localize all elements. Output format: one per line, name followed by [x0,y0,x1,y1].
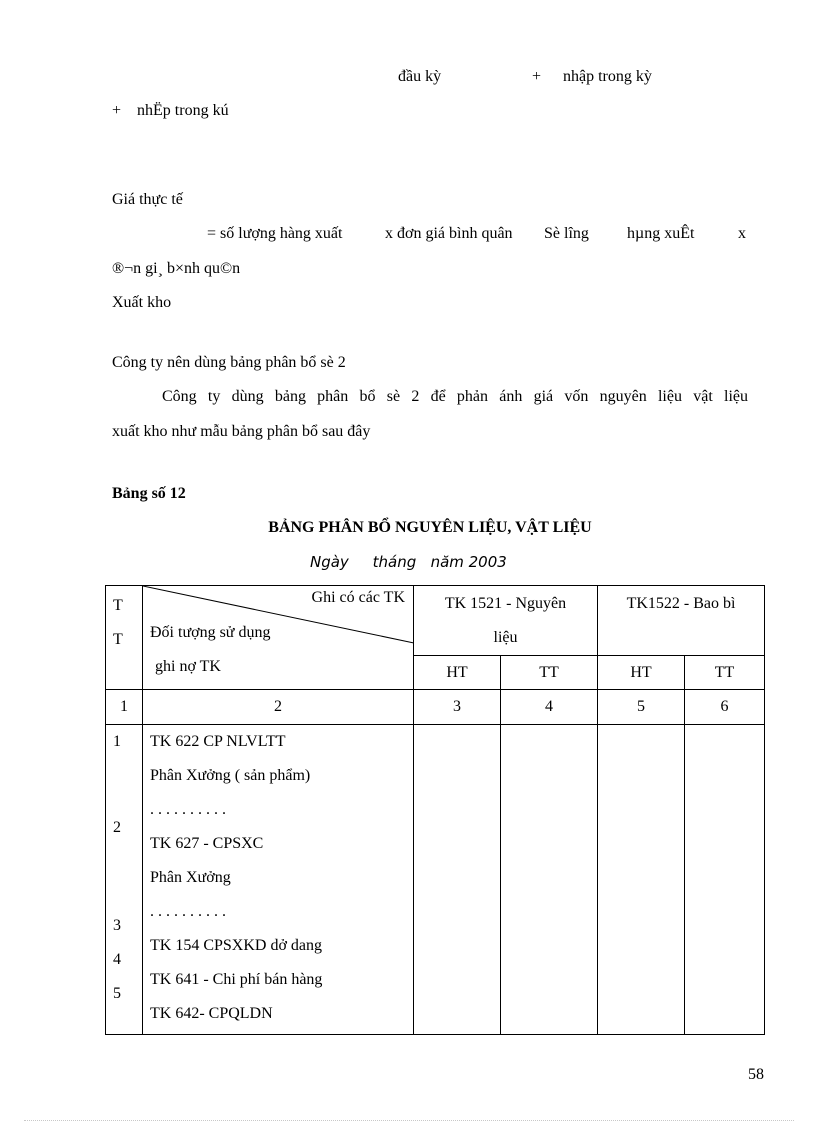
value-cell [501,725,598,1035]
header-tk1522-label: TK1522 - Bao bì [626,595,736,612]
subheader-tt-1522: TT [685,656,765,690]
index-col-3: 3 [414,690,501,725]
row-number: 2 [113,819,121,836]
row-number [113,847,142,881]
index-col-4: 4 [501,690,598,725]
stt-header-bottom: T [113,631,123,648]
formula-eq-quantity: = số lượng hàng xuất [207,225,343,242]
header-tk1522 [598,586,765,656]
stt-header [106,586,143,690]
row-item: TK 642- CPQLDN [150,1005,273,1022]
row-number [113,793,142,813]
row-item: TK 641 - Chi phí bán hàng [150,971,323,988]
row-number: 4 [113,951,121,968]
formula-plus-sign: + [532,68,542,85]
page-footer-divider [24,1120,794,1121]
row-item-ellipsis: . . . . . . . . . . [150,801,226,818]
row-item: TK 622 CP NLVLTT [150,733,286,750]
formula-eq-garbled-2: hµng xuÊt [627,225,695,242]
formula-garbled-line: + nhËp trong kú [112,102,229,119]
row-item: TK 154 CPSXKD dở dang [150,937,323,954]
row-item: TK 627 - CPSXC [150,835,264,852]
paragraph-usage-line1: Công ty dùng bảng phân bổ sè 2 để phản ánh giá vốn nguyên liệu vật liệu [162,388,748,405]
page-number: 58 [748,1066,764,1083]
formula-term-imports: nhập trong kỳ [563,68,652,85]
formula-label-outbound: Xuất kho [112,294,172,311]
header-tk1521-line1: TK 1521 - Nguyên [444,595,567,612]
index-col-1: 1 [106,690,143,725]
header-tk1521 [414,586,598,656]
formula-label-actual-price: Giá thực tế [112,191,183,208]
row-number [113,881,142,909]
formula-eq-times: x [738,225,746,242]
diagonal-header-cell [143,586,414,690]
row-item: Phân Xưởng ( sản phẩm) [150,767,311,784]
subheader-tt-1521: TT [501,656,598,690]
formula-term-opening: đầu kỳ [398,68,442,85]
diag-debit-label: ghi nợ TK [155,658,221,675]
row-item: Phân Xưởng [150,869,231,886]
value-cell [414,725,501,1035]
row-number: 1 [113,733,121,750]
value-cell [685,725,765,1035]
allocation-table [105,585,765,1035]
index-col-5: 5 [598,690,685,725]
row-item-ellipsis: . . . . . . . . . . [150,903,226,920]
formula-eq-avg-price: x đơn giá bình quân [385,225,513,242]
table-label: Bảng số 12 [112,485,186,502]
formula-eq-garbled-1: Sè lîng [544,225,589,242]
paragraph-usage-line2: xuất kho như mẫu bảng phân bổ sau đây [112,423,371,440]
value-cell [598,725,685,1035]
diag-credit-label: Ghi có các TK [311,589,405,606]
row-number [113,759,142,793]
row-number: 3 [113,917,121,934]
subheader-ht-1521: HT [414,656,501,690]
formula-eq-garbled-3: ®¬n gi¸ b×nh qu©n [112,260,241,277]
table-title: BẢNG PHÂN BỔ NGUYÊN LIỆU, VẬT LIỆU [268,519,592,536]
index-col-2: 2 [143,690,414,725]
subheader-ht-1522: HT [598,656,685,690]
paragraph-recommendation: Công ty nên dùng bảng phân bổ sè 2 [112,354,346,371]
row-numbers-cell [106,725,143,1035]
index-col-6: 6 [685,690,765,725]
row-number: 5 [113,985,121,1002]
row-items-cell [143,725,414,1035]
table-date: Ngày tháng năm 2003 [310,553,507,571]
diag-user-label: Đối tượng sử dụng [150,624,271,641]
header-tk1521-line2: liệu [493,629,518,646]
stt-header-top: T [113,597,123,614]
